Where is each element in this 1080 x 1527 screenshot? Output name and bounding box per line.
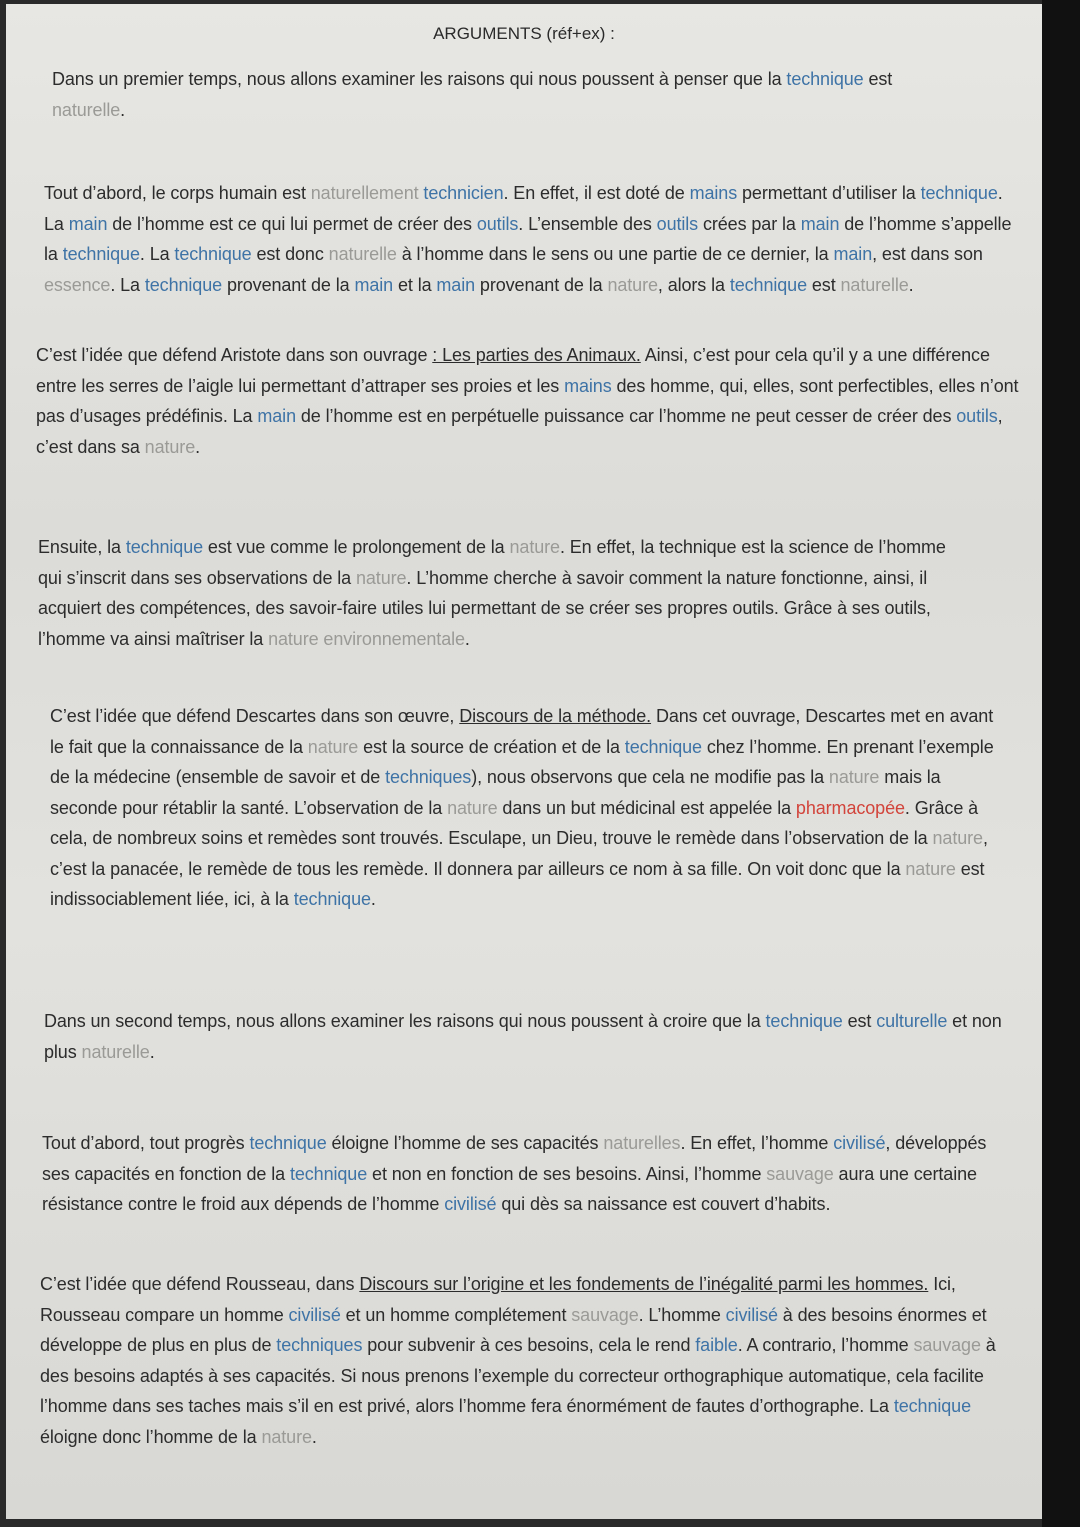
text-run: , développés ses capacités en fonction de la: [42, 1133, 987, 1184]
highlighted-term-nature: naturelle: [328, 244, 397, 264]
paragraph-aristote: [36, 340, 1022, 462]
text-run: . La: [44, 183, 1003, 234]
text-run: est vue comme le prolongement de la: [203, 537, 510, 557]
paragraph-intro-part2: [44, 1006, 1004, 1067]
text-run: et un homme complétement: [340, 1304, 572, 1325]
highlighted-term-nature: nature: [447, 797, 498, 818]
text-run: , c’est la panacée, le remède de tous les remède. Il donnera par ailleurs ce nom à sa fille. On voit donc que la: [50, 828, 988, 879]
text-run: . La: [139, 244, 175, 264]
highlighted-term-nature: nature: [932, 828, 983, 848]
text-run: des homme, qui, elles, sont perfectibles, elles n’ont pas d’usages prédéfinis. La: [36, 375, 1019, 426]
paragraph-descartes: [50, 701, 1000, 915]
text-run: est la source de création et de la: [358, 736, 625, 757]
text-run: . En effet, l’homme: [680, 1133, 834, 1153]
text-run: mais la seconde pour rétablir la santé. L’observation de la: [50, 767, 941, 818]
text-run: est indissociablement liée, ici, à la: [50, 858, 985, 909]
highlighted-term-technique: technique: [624, 736, 702, 757]
paragraph-prolongement: [38, 532, 968, 654]
highlighted-term-technique: technique: [289, 1163, 368, 1184]
highlighted-term-technique: technique: [293, 889, 371, 909]
page-title: ARGUMENTS (réf+ex) :: [433, 24, 615, 43]
highlighted-term-technique: main: [833, 244, 873, 264]
text-run: . L’homme: [638, 1304, 726, 1325]
highlighted-term-technique: technique: [62, 244, 140, 264]
text-run: C’est l’idée que défend Rousseau, dans: [40, 1274, 360, 1294]
text-run: , alors la: [657, 274, 730, 295]
paragraph-rousseau: [40, 1269, 1008, 1452]
highlighted-term-technique: main: [800, 213, 840, 234]
text-run: et non en fonction de ses besoins. Ainsi, l’homme: [367, 1163, 767, 1184]
highlighted-term-technique: technicien: [423, 183, 504, 203]
highlighted-term-technique: civilisé: [288, 1304, 341, 1325]
text-run: est: [842, 1011, 877, 1031]
text-run: de l’homme est en perpétuelle puissance car l’homme ne peut cesser de créer des: [295, 406, 957, 426]
text-run: . Grâce à cela, de nombreux soins et remèdes sont trouvés. Esculape, un Dieu, trouve le remède dans l’observation de la: [50, 797, 979, 848]
highlighted-term-technique: techniques: [276, 1335, 363, 1355]
text-run: Dans un second temps, nous allons examiner les raisons qui nous poussent à croire que la: [44, 1011, 766, 1031]
text-run: . En effet, la technique est la science de l’homme qui s’inscrit dans ses observations de la: [38, 537, 946, 588]
highlighted-term-nature: naturellement: [310, 183, 419, 203]
text-run: . L’ensemble des: [518, 213, 657, 234]
text-run: est: [863, 69, 893, 89]
highlighted-term-technique: technique: [125, 537, 204, 557]
text-run: .: [370, 889, 376, 909]
highlighted-term-technique: faible: [695, 1335, 738, 1355]
highlighted-term-nature: nature: [307, 736, 359, 757]
text-run: est: [807, 274, 841, 295]
highlighted-term-nature: naturelles: [603, 1133, 681, 1153]
highlighted-term-nature: nature: [828, 767, 880, 787]
text-run: de l’homme est ce qui lui permet de créer des: [107, 213, 477, 234]
highlighted-term-nature: nature environnementale: [268, 628, 465, 649]
text-run: pour subvenir à ces besoins, cela le rend: [362, 1335, 696, 1355]
highlighted-term-technique: technique: [729, 274, 807, 295]
highlighted-term-technique: technique: [893, 1396, 971, 1416]
highlighted-term-technique: civilisé: [833, 1133, 886, 1153]
text-run: permettant d’utiliser la: [737, 183, 921, 203]
highlighted-term-technique: main: [68, 213, 108, 234]
text-run: C’est l’idée que défend Aristote dans son ouvrage: [36, 345, 433, 365]
text-run: provenant de la: [475, 274, 608, 295]
highlighted-term-technique: mains: [689, 183, 738, 203]
highlighted-term-technique: technique: [786, 69, 864, 89]
highlighted-term-nature: nature: [509, 537, 560, 557]
text-run: .: [908, 274, 914, 295]
text-run: Ensuite, la: [38, 537, 126, 557]
book-title-reference: Discours sur l’origine et les fondements de l’inégalité parmi les hommes.: [359, 1274, 929, 1294]
text-run: Tout d’abord, le corps humain est: [44, 183, 311, 203]
highlighted-term-technique: technique: [174, 244, 252, 264]
text-run: Dans cet ouvrage, Descartes met en avant le fait que la connaissance de la: [50, 706, 994, 757]
paragraph-progres-technique: [42, 1128, 1010, 1220]
text-run: dans un but médicinal est appelée la: [497, 797, 796, 818]
highlighted-term-technique: outils: [656, 213, 699, 234]
text-run: crées par la: [698, 213, 801, 234]
text-run: , est dans son: [872, 244, 983, 264]
highlighted-term-technique: technique: [920, 183, 998, 203]
highlighted-term-technique: outils: [476, 213, 519, 234]
highlighted-term-technique: main: [354, 274, 394, 295]
text-run: aura une certaine résistance contre le froid aux dépends de l’homme: [42, 1163, 977, 1214]
highlighted-term-technique: outils: [956, 406, 998, 426]
text-run: .: [195, 436, 201, 457]
document-page: [6, 4, 1042, 1519]
text-run: Dans un premier temps, nous allons examiner les raisons qui nous poussent à penser que la: [52, 69, 787, 89]
highlighted-term-nature: nature: [607, 274, 658, 295]
text-run: Ici, Rousseau compare un homme: [40, 1274, 956, 1325]
highlighted-term-technique: technique: [144, 274, 223, 295]
text-run: . La: [110, 274, 145, 295]
highlighted-term-nature: nature: [261, 1426, 312, 1447]
text-run: de l’homme s’appelle la: [44, 213, 1012, 264]
highlighted-term-technique: mains: [564, 375, 612, 396]
book-title-reference: Discours de la méthode.: [459, 706, 652, 726]
text-run: à l’homme dans le sens ou une partie de ce dernier, la: [396, 244, 834, 264]
text-run: ), nous observons que cela ne modifie pas la: [471, 767, 829, 787]
text-run: Ainsi, c’est pour cela qu’il y a une différence entre les serres de l’aigle lui permettant d’attraper ses proies et les: [36, 345, 990, 396]
text-run: .: [149, 1041, 155, 1062]
highlighted-term-technique: culturelle: [876, 1011, 948, 1031]
text-run: Tout d’abord, tout progrès: [42, 1133, 250, 1153]
highlighted-term-nature: sauvage: [766, 1163, 834, 1184]
highlighted-term-nature: sauvage: [571, 1304, 639, 1325]
highlighted-term-nature: nature: [355, 567, 407, 588]
text-run: et la: [393, 274, 437, 295]
highlighted-term-technique: main: [436, 274, 476, 295]
highlighted-term-nature: essence: [44, 274, 111, 295]
text-run: qui dès sa naissance est couvert d’habits.: [496, 1194, 831, 1214]
text-run: à des besoins énormes et développe de plus en plus de: [40, 1304, 987, 1355]
highlighted-term-nature: naturelle: [840, 274, 909, 295]
text-run: . L’homme cherche à savoir comment la nature fonctionne, ainsi, il acquiert des compétences, des savoir-faire utiles lui permettant de se créer ses propres outils. Grâce à ses outils, l’homme va ainsi maîtriser la: [38, 567, 931, 649]
text-run: chez l’homme. En prenant l’exemple de la médecine (ensemble de savoir et de: [50, 736, 994, 787]
highlighted-term-technique: civilisé: [444, 1194, 497, 1214]
highlighted-term-nature: nature: [905, 858, 956, 879]
text-run: C’est l’idée que défend Descartes dans son œuvre,: [50, 706, 460, 726]
text-run: .: [464, 628, 470, 649]
paragraph-intro-part1: [52, 64, 952, 125]
highlighted-term-nature: sauvage: [913, 1335, 981, 1355]
text-run: .: [120, 99, 126, 120]
text-run: , c’est dans sa: [36, 406, 1003, 457]
text-run: à des besoins adaptés à ses capacités. Si nous prenons l’exemple du correcteur orthographique automatique, cela facilite l’homme dans ses taches mais s’il en est privé, alors l’homme fera énormément de fautes d’orthographe. La: [40, 1335, 996, 1416]
text-run: provenant de la: [222, 274, 355, 295]
highlighted-term-technique: technique: [765, 1011, 843, 1031]
text-run: est donc: [251, 244, 329, 264]
text-run: éloigne l’homme de ses capacités: [326, 1133, 604, 1153]
highlighted-term-nature: naturelle: [52, 99, 121, 120]
highlighted-term-technique: main: [257, 406, 296, 426]
paragraph-corps-humain: [44, 178, 1012, 300]
highlighted-term-nature: naturelle: [81, 1041, 150, 1062]
photo-background-edge: [1042, 0, 1080, 1527]
highlighted-term-nature: nature: [144, 436, 196, 457]
text-run: éloigne donc l’homme de la: [40, 1426, 262, 1447]
text-run: . A contrario, l’homme: [737, 1335, 914, 1355]
highlighted-term-technique: techniques: [385, 767, 472, 787]
book-title-reference: : Les parties des Animaux.: [432, 345, 641, 365]
text-run: . En effet, il est doté de: [503, 183, 690, 203]
highlighted-term-pharmacopee: pharmacopée: [795, 797, 905, 818]
text-run: et non plus: [44, 1011, 1002, 1062]
highlighted-term-technique: civilisé: [725, 1304, 778, 1325]
text-run: .: [311, 1426, 317, 1447]
highlighted-term-technique: technique: [249, 1133, 327, 1153]
